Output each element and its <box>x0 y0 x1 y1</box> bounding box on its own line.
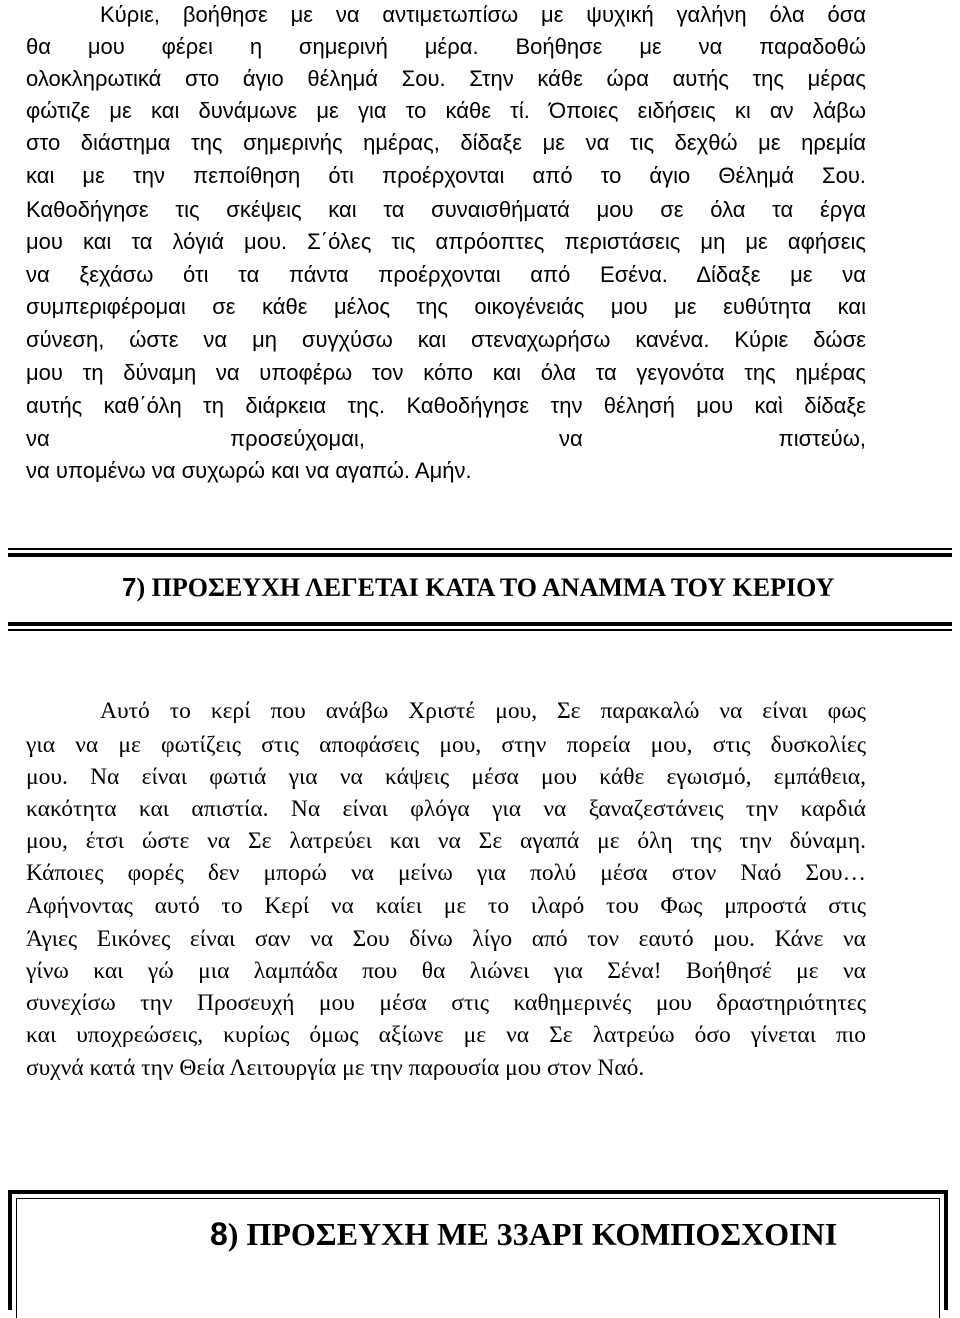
paragraph-line: Κύριε, βοήθησε με να αντιμετωπίσω με ψυχική γαλήνη όλα όσα <box>100 2 866 27</box>
paragraph-line: Καθοδήγησε τις σκέψεις και τα συναισθήματά μου σε όλα τα έργα <box>26 197 866 222</box>
section-8-title: ) ΠΡΟΣΕΥΧΗ ΜΕ 33ΑΡΙ ΚΟΜΠΟΣΧΟΙΝΙ <box>227 1216 838 1252</box>
paragraph-line: να υπομένω να συχωρώ και να αγαπώ. Αμήν. <box>26 458 472 483</box>
paragraph-line: για να με φωτίζεις στις αποφάσεις μου, στην πορεία μου, στις δυσκολίες <box>26 732 866 758</box>
paragraph-line: μου και τα λόγιά μου. Σ΄όλες τις απρόοπτες περιστάσεις μη με αφήσεις <box>26 229 866 254</box>
paragraph-line: ολοκληρωτικά στο άγιο θέλημά Σου. Στην κάθε ώρα αυτής της μέρας <box>26 66 866 91</box>
paragraph-line: Αφήνοντας αυτό το Κερί να καίει με το ιλαρό του Φως μπροστά στις <box>26 893 866 919</box>
paragraph-line: γίνω και γώ μια λαμπάδα που θα λιώνει για Σένα! Βοήθησέ με να <box>26 958 866 984</box>
paragraph-line: θα μου φέρει η σημερινή μέρα. Βοήθησε με να παραδοθώ <box>26 34 866 59</box>
paragraph-line: Κάποιες φορές δεν μπορώ να μείνω για πολύ μέσα στον Ναό Σου… <box>26 860 866 886</box>
double-rule-top-thick <box>8 553 952 557</box>
paragraph-line: συνεχίσω την Προσευχή μου μέσα στις καθημερινές μου δραστηριότητες <box>26 990 866 1016</box>
paragraph-line: μου. Να είναι φωτιά για να κάψεις μέσα μου κάθε εγωισμό, εμπάθεια, <box>26 764 866 790</box>
section-7-title: ) ΠΡΟΣΕΥΧΗ ΛΕΓΕΤΑΙ ΚΑΤΑ ΤΟ ΑΝΑΜΜΑ ΤΟΥ ΚΕΡΙΟΥ <box>136 573 835 602</box>
paragraph-line: Άγιες Εικόνες είναι σαν να Σου δίνω λίγο από τον εαυτό μου. Κάνε να <box>26 926 866 952</box>
section-7-heading <box>122 572 834 603</box>
section-8-number: 8 <box>210 1216 228 1252</box>
paragraph-line: μου, έτσι ώστε να Σε λατρεύει και να Σε αγαπά με όλη της την δύναμη. <box>26 828 866 854</box>
paragraph-line: Αυτό το κερί που ανάβω Χριστέ μου, Σε παρακαλώ να είναι φως <box>100 698 866 724</box>
paragraph-line: αυτής καθ΄όλη τη διάρκεια της. Καθοδήγησε την θέλησή μου καὶ δίδαξε <box>26 393 866 418</box>
paragraph-line: κακότητα και απιστία. Να είναι φλόγα για να ξαναζεστάνεις την καρδιά <box>26 796 866 822</box>
section-8-heading <box>210 1216 837 1253</box>
paragraph-line: να ξεχάσω ότι τα πάντα προέρχονται από Εσένα. Δίδαξε με να <box>26 262 866 287</box>
paragraph-line: στο διάστημα της σημερινής ημέρας, δίδαξε με να τις δεχθώ με ηρεμία <box>26 130 866 155</box>
paragraph-line: μου τη δύναμη να υποφέρω τον κόπο και όλα τα γεγονότα της ημέρας <box>26 360 866 385</box>
paragraph-line: σύνεση, ώστε να μη συγχύσω και στεναχωρήσω κανένα. Κύριε δώσε <box>26 327 866 352</box>
paragraph-line: και υποχρεώσεις, κυρίως όμως αξίωνε με να Σε λατρεύω όσο γίνεται πιο <box>26 1022 866 1048</box>
double-rule-bottom-thick <box>8 622 952 626</box>
paragraph-line: φώτιζε με και δυνάμωνε με για το κάθε τί. Όποιες ειδήσεις κι αν λάβω <box>26 98 866 123</box>
double-rule-bottom <box>8 629 952 631</box>
double-rule-top <box>8 548 952 550</box>
paragraph-line: συμπεριφέρομαι σε κάθε μέλος της οικογένειάς μου με ευθύτητα και <box>26 294 866 319</box>
section-7-number: 7 <box>122 572 137 602</box>
paragraph-line: συχνά κατά την Θεία Λειτουργία με την παρουσία μου στον Ναό. <box>26 1055 645 1081</box>
paragraph-line: και με την πεποίθηση ότι προέρχονται από το άγιο Θέλημά Σου. <box>26 163 866 188</box>
